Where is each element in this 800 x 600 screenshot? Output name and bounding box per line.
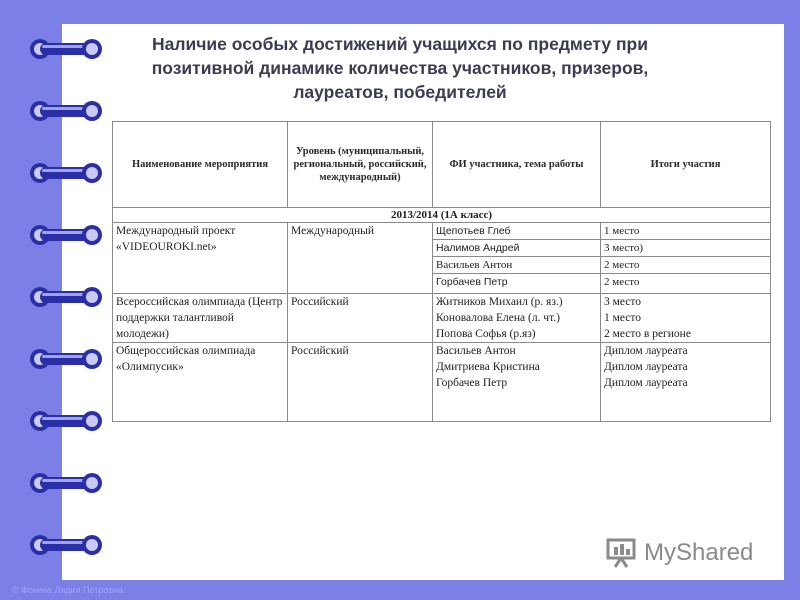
participant: Коновалова Елена (л. чт.) <box>436 312 560 324</box>
participant: Житников Михаил (р. яз.) <box>436 296 563 308</box>
year-row <box>113 208 771 223</box>
result: Диплом лауреата <box>604 361 688 373</box>
result: 2 место <box>601 257 771 274</box>
table-row <box>113 343 771 422</box>
logo-text: MyShared <box>644 539 754 566</box>
result: 1 место <box>601 223 771 240</box>
event-level: Российский <box>288 343 433 422</box>
result: Диплом лауреата <box>604 345 688 357</box>
table-row <box>113 223 771 240</box>
binding-ring <box>28 346 106 372</box>
result: 3 место <box>604 296 642 308</box>
result: 1 место <box>604 312 642 324</box>
event-level: Российский <box>288 294 433 343</box>
table-header-row <box>113 122 771 208</box>
binding-ring <box>28 98 106 124</box>
participant: Васильев Антон <box>436 345 516 357</box>
event-name: Всероссийская олимпиада (Центр поддержки талантливой молодежи) <box>113 294 288 343</box>
copyright-text: © Фокина Лидия Петровна <box>12 585 124 595</box>
binding-ring <box>28 160 106 186</box>
result: 2 место в регионе <box>604 328 691 340</box>
page-title: Наличие особых достижений учащихся по предмету при позитивной динамике количества участников, призеров, лауреатов, победителей <box>151 34 649 102</box>
year-label: 2013/2014 (1А класс) <box>113 208 771 223</box>
result: Диплом лауреата <box>604 377 688 389</box>
participant: Попова Софья (р.яз) <box>436 328 536 340</box>
binding-ring <box>28 222 106 248</box>
participant: Горбачев Петр <box>436 377 508 389</box>
participant: Щепотьев Глеб <box>433 223 601 240</box>
participant-list <box>433 294 601 343</box>
presentation-icon <box>606 538 640 568</box>
event-name: Международный проект «VIDEOUROKI.net» <box>113 223 288 294</box>
result: 2 место <box>601 274 771 294</box>
participant: Дмитриева Кристина <box>436 361 540 373</box>
result-list <box>601 343 771 422</box>
binding-ring <box>28 532 106 558</box>
table-row <box>113 294 771 343</box>
binding-ring <box>28 470 106 496</box>
result: 3 место) <box>601 240 771 257</box>
myshared-logo[interactable] <box>606 538 753 568</box>
event-name: Общероссийская олимпиада «Олимпусик» <box>113 343 288 422</box>
participant: Горбачев Петр <box>433 274 601 294</box>
header-results: Итоги участия <box>601 122 771 208</box>
participant-list <box>433 343 601 422</box>
binding-ring <box>28 408 106 434</box>
binding-ring <box>28 36 106 62</box>
event-level: Международный <box>288 223 433 294</box>
participant: Налимов Андрей <box>433 240 601 257</box>
header-level: Уровень (муниципальный, региональный, российский, международный) <box>288 122 433 208</box>
header-event: Наименование мероприятия <box>113 122 288 208</box>
header-participant: ФИ участника, тема работы <box>433 122 601 208</box>
binding-ring <box>28 284 106 310</box>
result-list <box>601 294 771 343</box>
participant: Васильев Антон <box>433 257 601 274</box>
achievements-table <box>112 121 771 422</box>
